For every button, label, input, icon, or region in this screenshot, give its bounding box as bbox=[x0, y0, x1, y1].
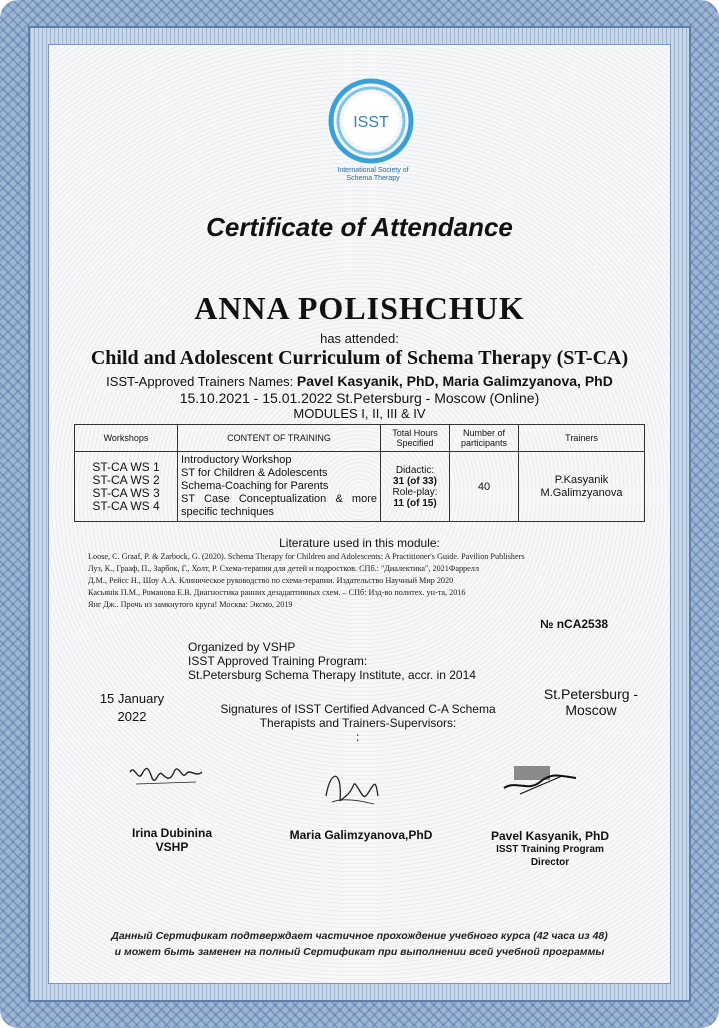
signatory-2-name: Maria Galimzyanova,PhD bbox=[289, 828, 433, 842]
table-row bbox=[75, 452, 645, 522]
training-table bbox=[74, 424, 645, 522]
isst-logo bbox=[328, 78, 414, 164]
organizer-line1: Organized by VSHP bbox=[188, 640, 296, 654]
dates-location: 15.10.2021 - 15.01.2022 St.Petersburg - Moscow (Online) bbox=[179, 390, 540, 406]
certificate-number: № nCA2538 bbox=[540, 617, 609, 631]
didactic-label: Didactic: bbox=[395, 464, 435, 476]
course-title: Child and Adolescent Curriculum of Schema Therapy (ST-CA) bbox=[90, 347, 629, 369]
organizer-line2: ISST Approved Training Program: bbox=[188, 654, 368, 668]
roleplay-value: 11 (of 15) bbox=[393, 497, 437, 509]
header-content: CONTENT OF TRAINING bbox=[178, 425, 381, 452]
signatory-3-role-line1: ISST Training Program bbox=[496, 844, 604, 855]
signatory-3 bbox=[470, 830, 630, 869]
trainers-cell bbox=[519, 452, 645, 522]
signatory-1-role: VSHP bbox=[155, 840, 189, 854]
roleplay-label: Role-play: bbox=[392, 486, 438, 498]
signatures-heading-line2: Therapists and Trainers-Supervisors: bbox=[259, 716, 457, 730]
trainers-line bbox=[0, 373, 719, 389]
header-participants: Number of participants bbox=[450, 425, 519, 452]
trainer-name: M.Galimzyanova bbox=[540, 486, 623, 499]
signatory-1-name: Irina Dubinina bbox=[131, 826, 212, 840]
workshop-item: ST-CA WS 2 bbox=[92, 472, 160, 487]
trainers-names: Pavel Kasyanik, PhD, Maria Galimzyanova, PhD bbox=[296, 373, 613, 389]
workshop-item: ST-CA WS 4 bbox=[92, 498, 160, 513]
literature-item: Луз, К., Грааф, П., Зарбок, Г., Холт, Р. Схема-терапия для детей и подростков. СПб.: "Диалектика", 2021Фаррелл bbox=[88, 564, 479, 573]
signatures-heading-line1: Signatures of ISST Certified Advanced C-A Schema bbox=[220, 702, 496, 716]
signature-galimzyanova bbox=[318, 766, 382, 810]
logo-caption-line2: Schema Therapy bbox=[346, 175, 400, 182]
organizer-line3: St.Petersburg Schema Therapy Institute, accr. in 2014 bbox=[188, 668, 476, 682]
recipient-name: ANNA POLISHCHUK bbox=[194, 290, 525, 326]
hours-cell bbox=[381, 452, 450, 522]
signatory-3-name: Pavel Kasyanik, PhD bbox=[490, 829, 610, 843]
issue-place bbox=[536, 686, 646, 718]
modules-line: MODULES I, II, III & IV bbox=[293, 406, 426, 421]
literature-item: Янг Дж.. Прочь из замкнутого круга! Москва: Эксмо, 2019 bbox=[88, 600, 293, 609]
signatory-3-role-line2: Director bbox=[530, 857, 570, 868]
header-hours: Total Hours Specified bbox=[381, 425, 450, 452]
logo-caption-line1: International Society of bbox=[337, 167, 409, 174]
signature-kasyanik bbox=[500, 762, 580, 802]
content-item: Schema-Coaching for Parents bbox=[181, 480, 329, 492]
signatures-heading bbox=[188, 702, 528, 730]
header-trainers: Trainers bbox=[519, 425, 645, 452]
logo-caption bbox=[318, 167, 428, 183]
issue-place-line1: St.Petersburg - bbox=[543, 686, 639, 702]
footnote-line1: Данный Сертификат подтверждает частичное прохождение учебного курса (42 часа из 48) bbox=[111, 930, 608, 942]
literature-list bbox=[88, 551, 648, 611]
issue-place-line2: Moscow bbox=[565, 702, 617, 718]
signatures-colon: : bbox=[356, 730, 360, 744]
logo-abbr: ISST bbox=[353, 114, 389, 131]
literature-item: Касьянік П.М., Романова Е.В. Диагностика ранних дезадаптивных схем. – СПб: Изд-во политех. ун-та, 2016 bbox=[88, 588, 466, 597]
trainers-prefix: ISST-Approved Trainers Names: bbox=[106, 374, 294, 389]
issue-date bbox=[92, 690, 172, 726]
content-cell bbox=[178, 452, 381, 522]
header-workshops: Workshops bbox=[75, 425, 178, 452]
literature-heading: Literature used in this module: bbox=[279, 536, 440, 550]
footnote-line2: и может быть заменен на полный Сертификат при выполнении всей учебной программы bbox=[114, 946, 605, 958]
content-item: ST for Children & Adolescents bbox=[181, 467, 328, 479]
workshop-item: ST-CA WS 1 bbox=[92, 459, 160, 474]
literature-item: Д.М., Рейсс Н., Шоу А.А. Клиническое руководство по схема-терапии. Издательство Научный Мир 2020 bbox=[88, 576, 454, 585]
workshops-cell bbox=[75, 452, 178, 522]
signatory-1 bbox=[112, 826, 232, 854]
didactic-value: 31 (of 33) bbox=[393, 475, 437, 487]
has-attended-text: has attended: bbox=[320, 331, 399, 346]
signatory-2 bbox=[276, 828, 446, 842]
participants-cell: 40 bbox=[450, 452, 519, 522]
certificate-title: Certificate of Attendance bbox=[206, 212, 513, 242]
issue-date-line1: 15 January bbox=[99, 691, 165, 706]
content-item: ST Case Conceptualization & more specific techniques bbox=[181, 493, 377, 518]
content-item: Introductory Workshop bbox=[181, 454, 292, 466]
trainer-name: P.Kasyanik bbox=[554, 473, 609, 486]
issue-date-line2: 2022 bbox=[117, 709, 147, 724]
footnote bbox=[0, 928, 719, 960]
signature-dubinina bbox=[126, 760, 206, 794]
organizer-block bbox=[188, 640, 476, 682]
literature-item: Loose, C. Graaf, P. & Zarbock, G. (2020). Schema Therapy for Children and Adolescents: A Practitioner's Guide. Pavilion Publishers bbox=[88, 552, 525, 561]
table-header-row bbox=[75, 425, 645, 452]
workshop-item: ST-CA WS 3 bbox=[92, 485, 160, 500]
